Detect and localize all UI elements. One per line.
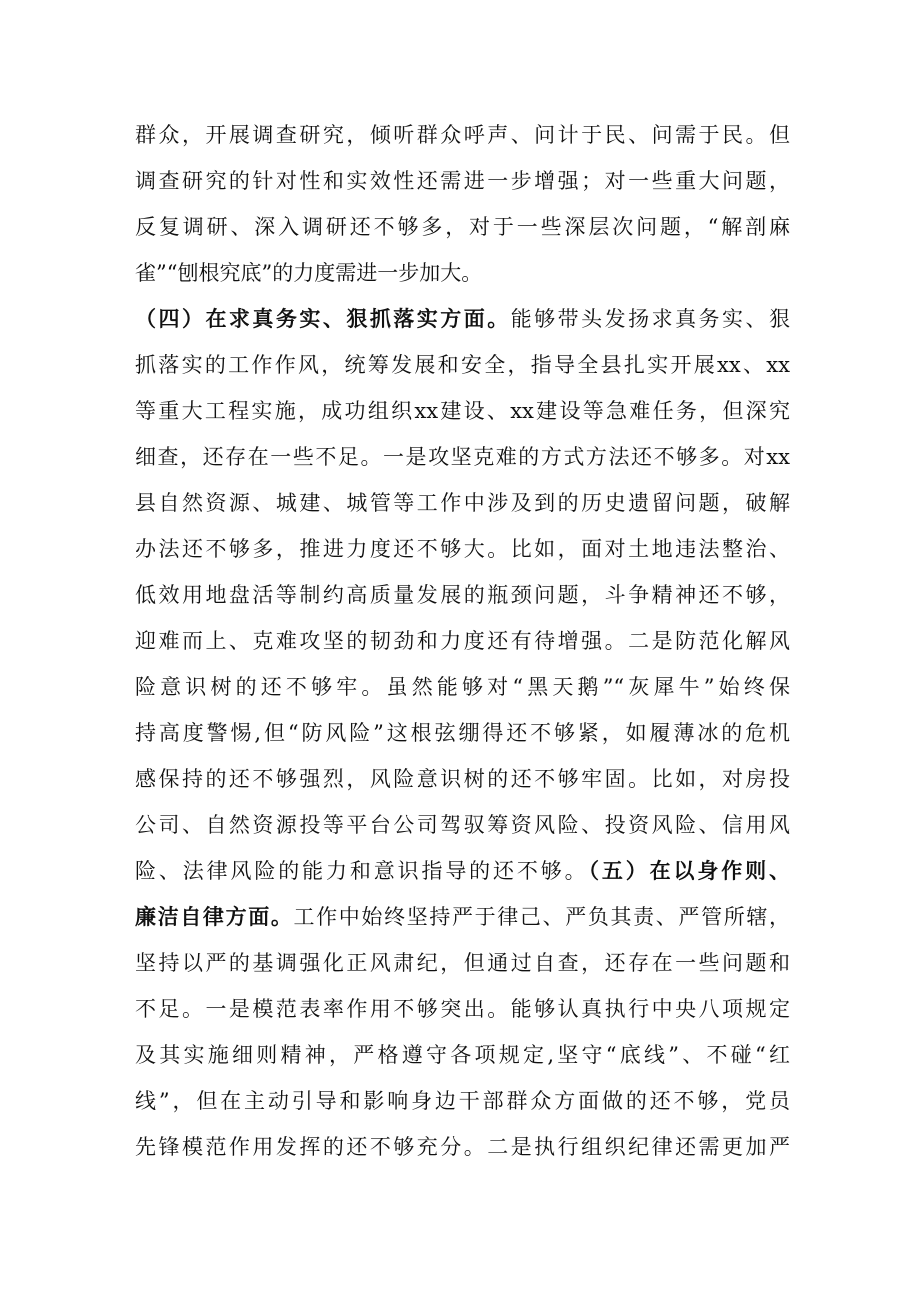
text-line [135, 1124, 790, 1170]
text-line [135, 1032, 790, 1078]
body-text: 感保持的还不够强烈，风险意识树的还不够牢固。比如，对房投 [135, 767, 790, 791]
body-text: 险、法律风险的能力和意识指导的还不够。 [135, 859, 589, 883]
section-heading-text: （四）在求真务实、狠抓落实方面。 [135, 306, 511, 331]
body-text: 反复调研、深入调研还不够多，对于一些深层次问题，“解剖麻 [135, 215, 790, 239]
body-text: 等重大工程实施，成功组织xx建设、xx建设等急难任务，但深究 [135, 399, 790, 423]
text-line [135, 434, 790, 480]
text-line [135, 204, 790, 250]
body-text: 低效用地盘活等制约高质量发展的瓶颈问题，斗争精神还不够， [135, 583, 790, 607]
text-line [135, 342, 790, 388]
text-line [135, 894, 790, 940]
body-text: 线”，但在主动引导和影响身边干部群众方面做的还不够，党员 [135, 1089, 790, 1113]
body-text: 办法还不够多，推进力度还不够大。比如，面对土地违法整治、 [135, 537, 790, 561]
text-line [135, 158, 790, 204]
text-line [135, 802, 790, 848]
body-text: 能够带头发扬求真务实、狠 [510, 307, 790, 331]
document-body [135, 112, 790, 1170]
section-heading-text: 廉洁自律方面。 [135, 904, 294, 929]
body-text: 公司、自然资源投等平台公司驾驭筹资风险、投资风险、信用风 [135, 813, 790, 837]
body-text: 工作中始终坚持严于律己、严负其责、严管所辖， [293, 905, 790, 929]
text-line [135, 480, 790, 526]
body-text: 险意识树的还不够牢。虽然能够对“黑天鹅”“灰犀牛”始终保 [135, 675, 790, 699]
text-line [135, 618, 790, 664]
text-line [135, 296, 790, 342]
body-text: 先锋模范作用发挥的还不够充分。二是执行组织纪律还需更加严 [135, 1135, 790, 1159]
body-text: 坚持以严的基调强化正风肃纪，但通过自查，还存在一些问题和 [135, 951, 790, 975]
text-line [135, 112, 790, 158]
body-text: 群众，开展调查研究，倾听群众呼声、问计于民、问需于民。但 [135, 123, 790, 147]
body-text: 抓落实的工作作风，统筹发展和安全，指导全县扎实开展xx、xx [135, 353, 790, 377]
body-text: 雀”“刨根究底”的力度需进一步加大。 [135, 261, 483, 285]
body-text: 及其实施细则精神，严格遵守各项规定,坚守“底线”、不碰“红 [135, 1043, 790, 1067]
text-line [135, 1078, 790, 1124]
text-line [135, 710, 790, 756]
body-text: 迎难而上、克难攻坚的韧劲和力度还有待增强。二是防范化解风 [135, 629, 790, 653]
text-line [135, 986, 790, 1032]
text-line [135, 250, 790, 296]
section-heading-text: （五）在以身作则、 [588, 858, 790, 883]
body-text: 县自然资源、城建、城管等工作中涉及到的历史遗留问题，破解 [135, 491, 790, 515]
text-line [135, 388, 790, 434]
text-line [135, 848, 790, 894]
body-text: 不足。一是模范表率作用不够突出。能够认真执行中央八项规定 [135, 997, 790, 1021]
body-text: 持高度警惕,但“防风险”这根弦绷得还不够紧，如履薄冰的危机 [135, 721, 790, 745]
text-line [135, 526, 790, 572]
text-line [135, 664, 790, 710]
text-line [135, 756, 790, 802]
body-text: 细查，还存在一些不足。一是攻坚克难的方式方法还不够多。对xx [135, 445, 790, 469]
text-line [135, 572, 790, 618]
text-line [135, 940, 790, 986]
body-text: 调查研究的针对性和实效性还需进一步增强；对一些重大问题， [135, 169, 790, 193]
